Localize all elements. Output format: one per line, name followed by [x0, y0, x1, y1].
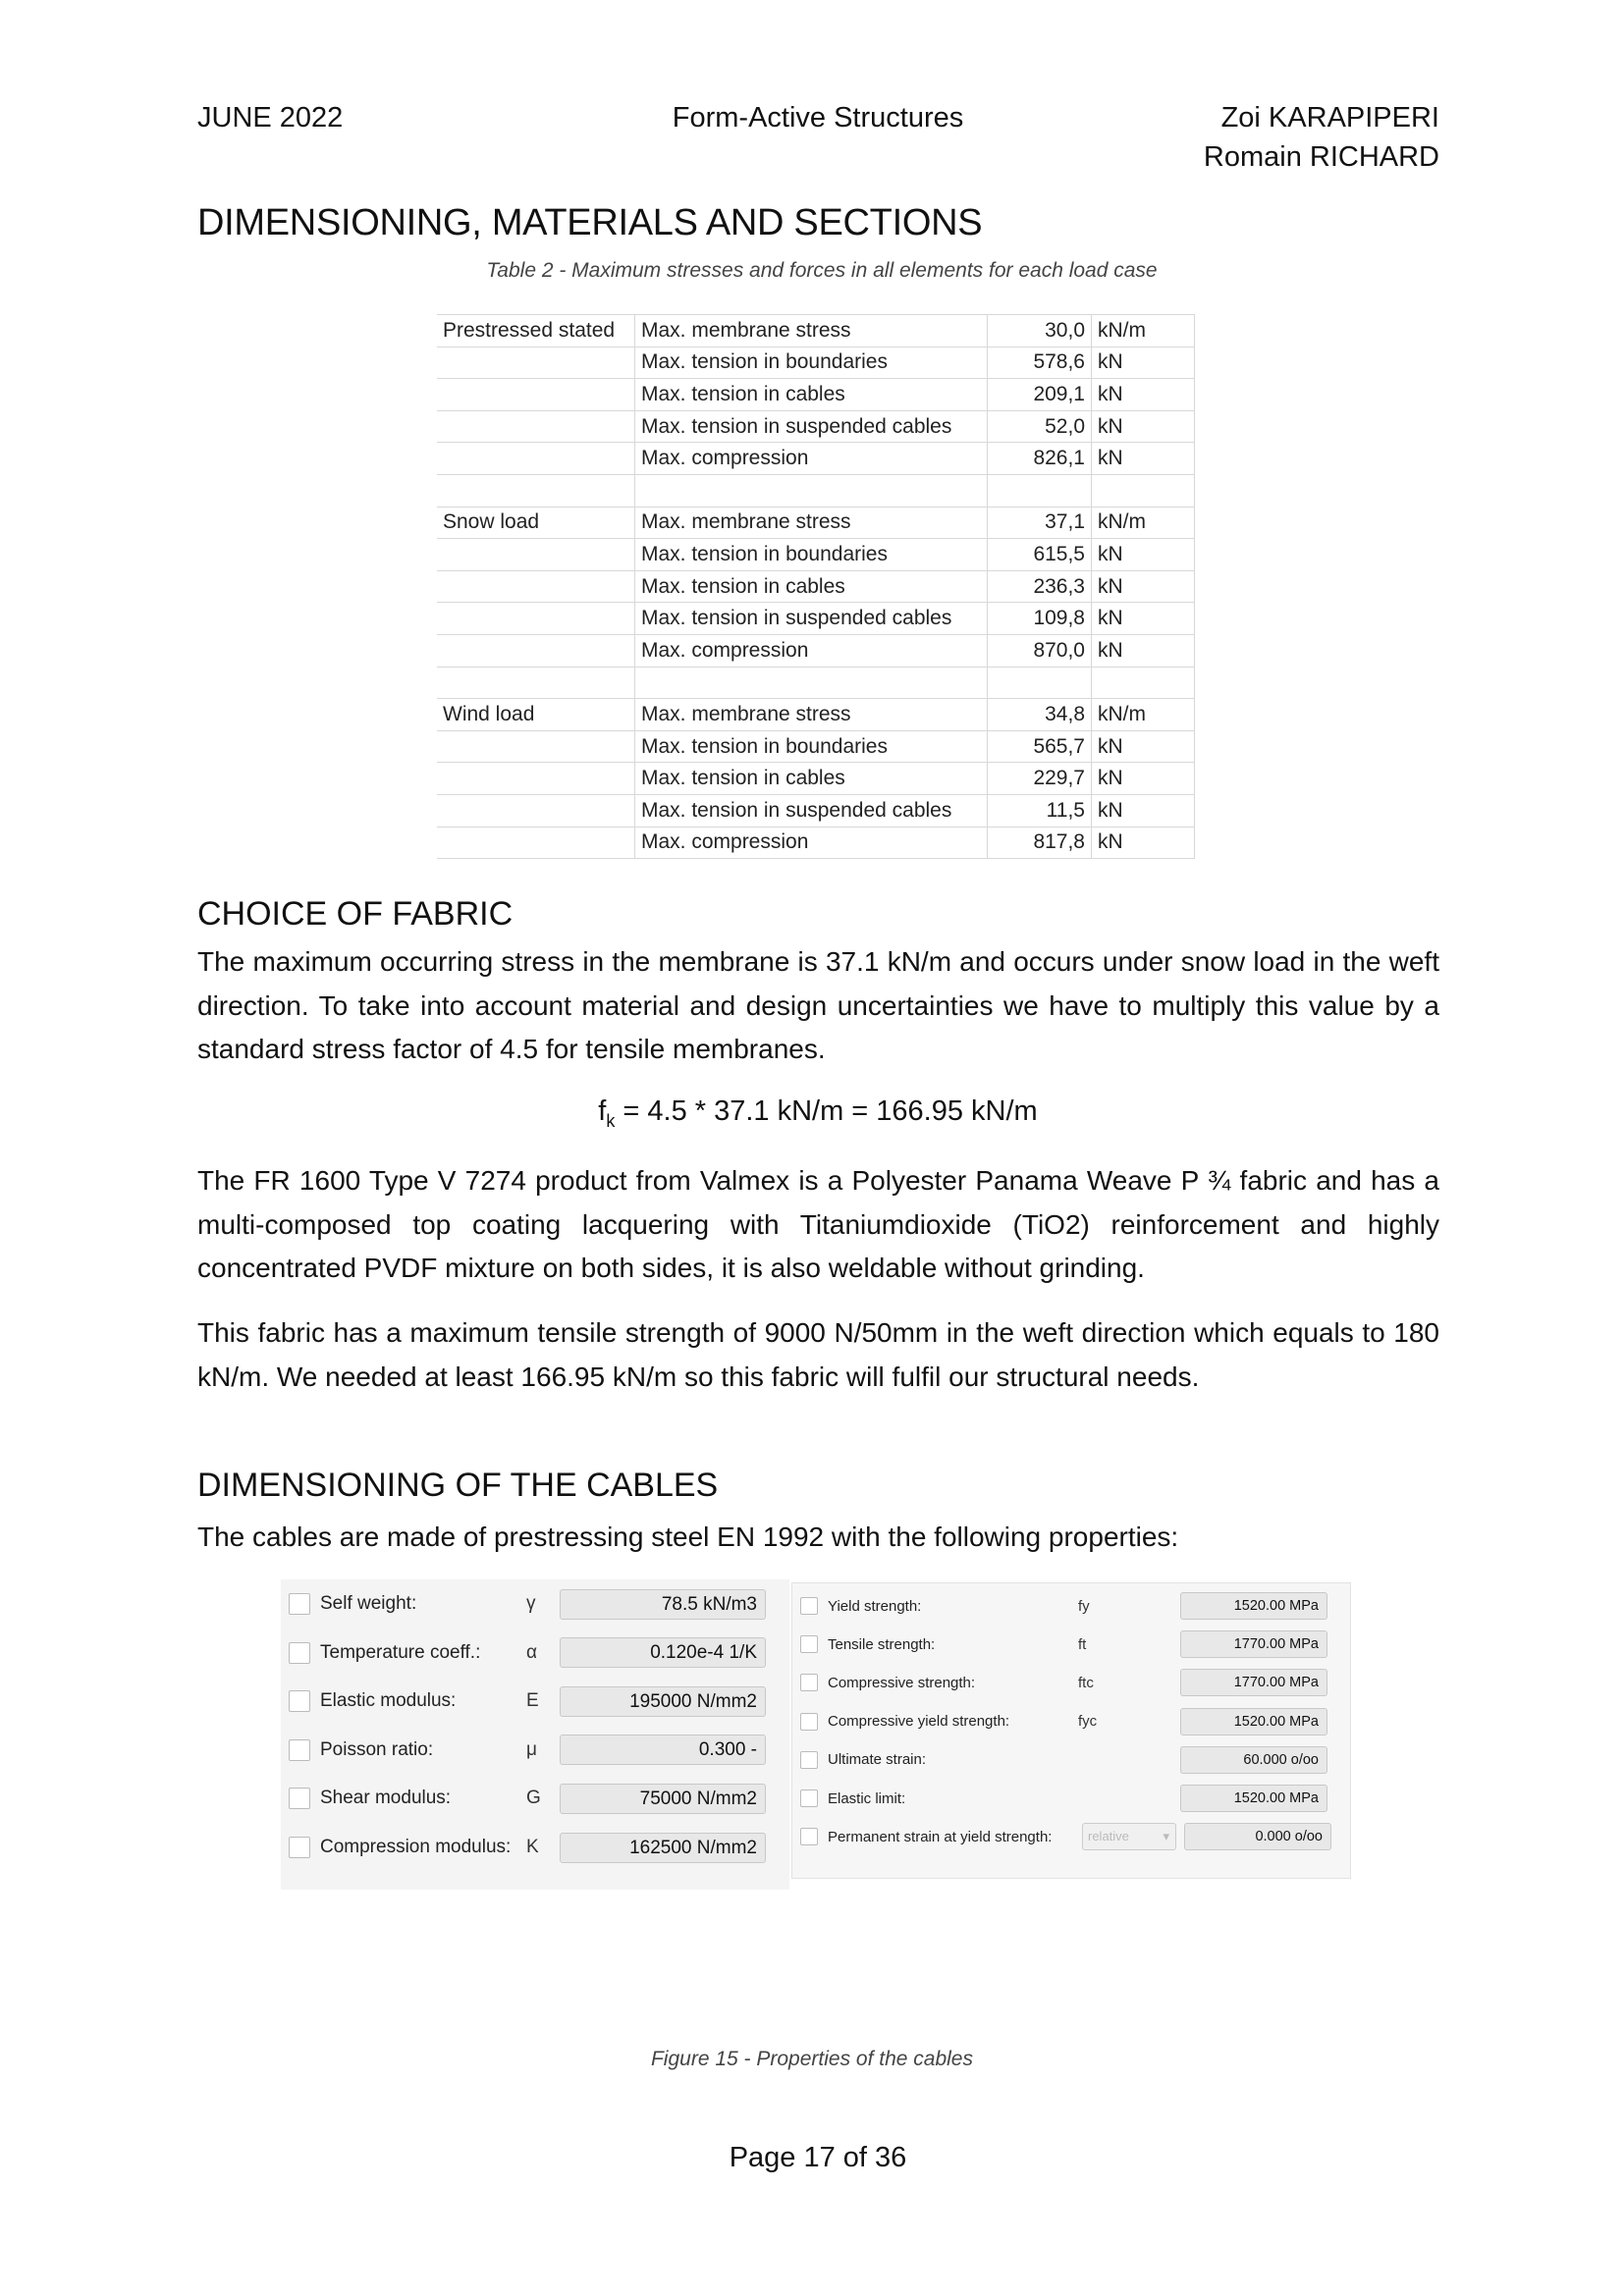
property-value-field[interactable]: 0.300 -: [560, 1735, 766, 1765]
cell-load-case: [437, 667, 635, 699]
property-checkbox[interactable]: [800, 1713, 818, 1731]
fabric-paragraph-1: The maximum occurring stress in the membrane is 37.1 kN/m and occurs under snow load in the weft direction. To take into account material and design uncertainties we have to multiply this value by a standard stress factor of 4.5 for tensile membranes.: [197, 946, 1439, 1064]
property-value-field[interactable]: 0.120e-4 1/K: [560, 1637, 766, 1668]
table-row: [437, 315, 1195, 347]
property-label: Elastic modulus:: [320, 1690, 457, 1712]
property-symbol: fy: [1078, 1597, 1090, 1615]
property-checkbox[interactable]: [800, 1635, 818, 1653]
header-author-2: Romain RICHARD: [1203, 141, 1439, 173]
cables-heading: DIMENSIONING OF THE CABLES: [197, 1467, 719, 1504]
table-row: [437, 794, 1195, 827]
cell-quantity: [635, 474, 988, 507]
cell-load-case: Wind load: [437, 699, 635, 731]
property-symbol: μ: [526, 1738, 537, 1760]
fabric-heading: CHOICE OF FABRIC: [197, 895, 514, 933]
property-value-field[interactable]: 0.000 o/oo: [1184, 1823, 1331, 1850]
property-row: [281, 1831, 766, 1864]
cell-value: 870,0: [988, 634, 1092, 667]
cell-value: 615,5: [988, 539, 1092, 571]
dropdown-value: relative: [1088, 1829, 1129, 1844]
cell-load-case: [437, 539, 635, 571]
header-author-1: Zoi KARAPIPERI: [1220, 102, 1439, 133]
table-caption: Table 2 - Maximum stresses and forces in all elements for each load case: [486, 259, 1158, 282]
cell-load-case: [437, 474, 635, 507]
table-row: [437, 507, 1195, 539]
cell-load-case: [437, 443, 635, 475]
cell-value: 11,5: [988, 794, 1092, 827]
table-row: [437, 603, 1195, 635]
property-row: [281, 1782, 766, 1815]
property-label: Shear modulus:: [320, 1788, 452, 1809]
cell-value: [988, 474, 1092, 507]
property-row: [281, 1636, 766, 1670]
property-label: Permanent strain at yield strength:: [828, 1828, 1053, 1845]
property-label: Elastic limit:: [828, 1789, 906, 1807]
cell-quantity: Max. tension in cables: [635, 379, 988, 411]
cell-unit: kN: [1092, 730, 1195, 763]
header-title: Form-Active Structures: [672, 102, 964, 133]
page-number: Page 17 of 36: [729, 2142, 907, 2173]
cell-load-case: [437, 603, 635, 635]
property-checkbox[interactable]: [289, 1739, 310, 1761]
cell-unit: kN/m: [1092, 699, 1195, 731]
cable-properties-figure: [281, 1579, 1351, 1890]
formula-rest: = 4.5 * 37.1 kN/m = 166.95 kN/m: [615, 1095, 1038, 1127]
property-row: [792, 1629, 1342, 1659]
cell-load-case: [437, 347, 635, 379]
property-label: Self weight:: [320, 1593, 417, 1614]
table-row: [437, 410, 1195, 443]
cell-value: 30,0: [988, 315, 1092, 347]
cell-value: 236,3: [988, 570, 1092, 603]
cell-load-case: [437, 379, 635, 411]
property-row: [281, 1734, 766, 1767]
cell-quantity: Max. compression: [635, 827, 988, 859]
table-row: [437, 763, 1195, 795]
fabric-paragraph-3: This fabric has a maximum tensile strength of 9000 N/50mm in the weft direction which equals to 180 kN/m. We needed at least 166.95 kN/m so this fabric will fulfil our structural needs.: [197, 1317, 1439, 1392]
cell-value: 565,7: [988, 730, 1092, 763]
property-value-field[interactable]: 162500 N/mm2: [560, 1833, 766, 1863]
cell-quantity: Max. tension in boundaries: [635, 539, 988, 571]
cell-quantity: [635, 667, 988, 699]
cell-unit: kN: [1092, 443, 1195, 475]
property-value-field[interactable]: 1520.00 MPa: [1180, 1708, 1327, 1735]
cell-unit: kN: [1092, 634, 1195, 667]
formula: [0, 1095, 1624, 1132]
property-row: [792, 1591, 1342, 1621]
section-title: DIMENSIONING, MATERIALS AND SECTIONS: [197, 202, 983, 243]
formula-f: f: [598, 1095, 607, 1127]
property-checkbox[interactable]: [800, 1751, 818, 1769]
cell-unit: kN: [1092, 379, 1195, 411]
property-row: [792, 1822, 1342, 1851]
table-row: [437, 827, 1195, 859]
cell-quantity: Max. tension in suspended cables: [635, 794, 988, 827]
property-label: Tensile strength:: [828, 1635, 936, 1653]
chevron-down-icon: ▾: [1163, 1829, 1169, 1844]
cell-unit: kN/m: [1092, 315, 1195, 347]
cell-value: 826,1: [988, 443, 1092, 475]
table-row: [437, 539, 1195, 571]
table-row: [437, 699, 1195, 731]
basic-properties-panel: [281, 1579, 789, 1890]
cell-load-case: [437, 763, 635, 795]
table-row: [437, 379, 1195, 411]
cell-quantity: Max. tension in boundaries: [635, 347, 988, 379]
property-value-field[interactable]: 78.5 kN/m3: [560, 1589, 766, 1620]
property-label: Compression modulus:: [320, 1837, 512, 1857]
cell-unit: kN: [1092, 347, 1195, 379]
property-label: Compressive yield strength:: [828, 1713, 1010, 1731]
cell-unit: kN: [1092, 603, 1195, 635]
strength-properties-panel: [791, 1582, 1351, 1879]
property-value-field[interactable]: 60.000 o/oo: [1180, 1746, 1327, 1774]
property-checkbox[interactable]: [289, 1642, 310, 1664]
property-symbol: G: [526, 1788, 541, 1809]
cell-quantity: Max. membrane stress: [635, 507, 988, 539]
property-row: [792, 1707, 1342, 1736]
cell-value: 229,7: [988, 763, 1092, 795]
property-symbol: E: [526, 1690, 539, 1712]
cables-paragraph: The cables are made of prestressing steel EN 1992 with the following properties:: [197, 1522, 1179, 1552]
table-row: [437, 667, 1195, 699]
cell-value: [988, 667, 1092, 699]
cell-load-case: [437, 827, 635, 859]
property-row: [792, 1668, 1342, 1697]
property-value-field[interactable]: 1770.00 MPa: [1180, 1669, 1327, 1696]
property-checkbox[interactable]: [800, 1828, 818, 1845]
property-symbol: α: [526, 1641, 537, 1663]
cell-unit: kN: [1092, 539, 1195, 571]
cell-value: 34,8: [988, 699, 1092, 731]
property-checkbox[interactable]: [289, 1788, 310, 1809]
fabric-paragraph-2: The FR 1600 Type V 7274 product from Valmex is a Polyester Panama Weave P ¾ fabric and has a multi-composed top coating lacquering with Titaniumdioxide (TiO2) reinforcement and highly concentrated PVDF mixture on both sides, it is also weldable without grinding.: [197, 1165, 1439, 1283]
cell-quantity: Max. membrane stress: [635, 315, 988, 347]
property-value-field[interactable]: 1770.00 MPa: [1180, 1630, 1327, 1658]
table-row: [437, 634, 1195, 667]
cell-quantity: Max. compression: [635, 634, 988, 667]
cell-unit: kN/m: [1092, 507, 1195, 539]
property-value-field[interactable]: 75000 N/mm2: [560, 1784, 766, 1814]
cell-value: 52,0: [988, 410, 1092, 443]
property-symbol: ft: [1078, 1635, 1087, 1653]
cell-load-case: [437, 410, 635, 443]
property-checkbox[interactable]: [289, 1690, 310, 1712]
table-row: [437, 347, 1195, 379]
property-symbol: γ: [526, 1593, 536, 1614]
formula-subscript: k: [606, 1110, 616, 1131]
property-row: [281, 1684, 766, 1718]
cell-quantity: Max. membrane stress: [635, 699, 988, 731]
cell-value: 578,6: [988, 347, 1092, 379]
property-symbol: fyc: [1078, 1713, 1098, 1731]
cell-load-case: [437, 794, 635, 827]
cell-load-case: [437, 730, 635, 763]
table-row: [437, 570, 1195, 603]
cell-unit: [1092, 667, 1195, 699]
property-value-field[interactable]: 1520.00 MPa: [1180, 1592, 1327, 1620]
cell-unit: [1092, 474, 1195, 507]
figure-caption: Figure 15 - Properties of the cables: [650, 2048, 973, 2070]
property-label: Temperature coeff.:: [320, 1641, 481, 1663]
property-row: [281, 1587, 766, 1621]
table-row: [437, 443, 1195, 475]
cell-value: 209,1: [988, 379, 1092, 411]
cell-quantity: Max. tension in suspended cables: [635, 410, 988, 443]
cell-quantity: Max. tension in suspended cables: [635, 603, 988, 635]
property-row: [792, 1745, 1342, 1775]
cell-value: 37,1: [988, 507, 1092, 539]
cell-unit: kN: [1092, 410, 1195, 443]
table-row: [437, 474, 1195, 507]
header-date: JUNE 2022: [197, 102, 344, 133]
property-label: Yield strength:: [828, 1597, 922, 1615]
property-value-field[interactable]: 1520.00 MPa: [1180, 1785, 1327, 1812]
property-symbol: ftc: [1078, 1674, 1094, 1691]
cell-unit: kN: [1092, 794, 1195, 827]
property-checkbox[interactable]: [800, 1789, 818, 1807]
cell-load-case: Snow load: [437, 507, 635, 539]
property-checkbox[interactable]: [289, 1837, 310, 1858]
property-checkbox[interactable]: [800, 1674, 818, 1691]
cell-unit: kN: [1092, 827, 1195, 859]
property-checkbox[interactable]: [800, 1597, 818, 1615]
strain-mode-dropdown[interactable]: [1082, 1823, 1176, 1850]
property-label: Poisson ratio:: [320, 1738, 434, 1760]
cell-load-case: Prestressed stated: [437, 315, 635, 347]
cell-value: 109,8: [988, 603, 1092, 635]
cell-load-case: [437, 634, 635, 667]
property-symbol: K: [526, 1837, 539, 1857]
cell-quantity: Max. tension in cables: [635, 570, 988, 603]
property-label: Compressive strength:: [828, 1674, 976, 1691]
cell-quantity: Max. tension in cables: [635, 763, 988, 795]
property-checkbox[interactable]: [289, 1593, 310, 1615]
results-table: [437, 314, 1195, 859]
cell-unit: kN: [1092, 763, 1195, 795]
cell-quantity: Max. tension in boundaries: [635, 730, 988, 763]
property-label: Ultimate strain:: [828, 1751, 927, 1769]
property-row: [792, 1784, 1342, 1813]
table-row: [437, 730, 1195, 763]
cell-value: 817,8: [988, 827, 1092, 859]
cell-unit: kN: [1092, 570, 1195, 603]
cell-quantity: Max. compression: [635, 443, 988, 475]
cell-load-case: [437, 570, 635, 603]
property-value-field[interactable]: 195000 N/mm2: [560, 1686, 766, 1717]
